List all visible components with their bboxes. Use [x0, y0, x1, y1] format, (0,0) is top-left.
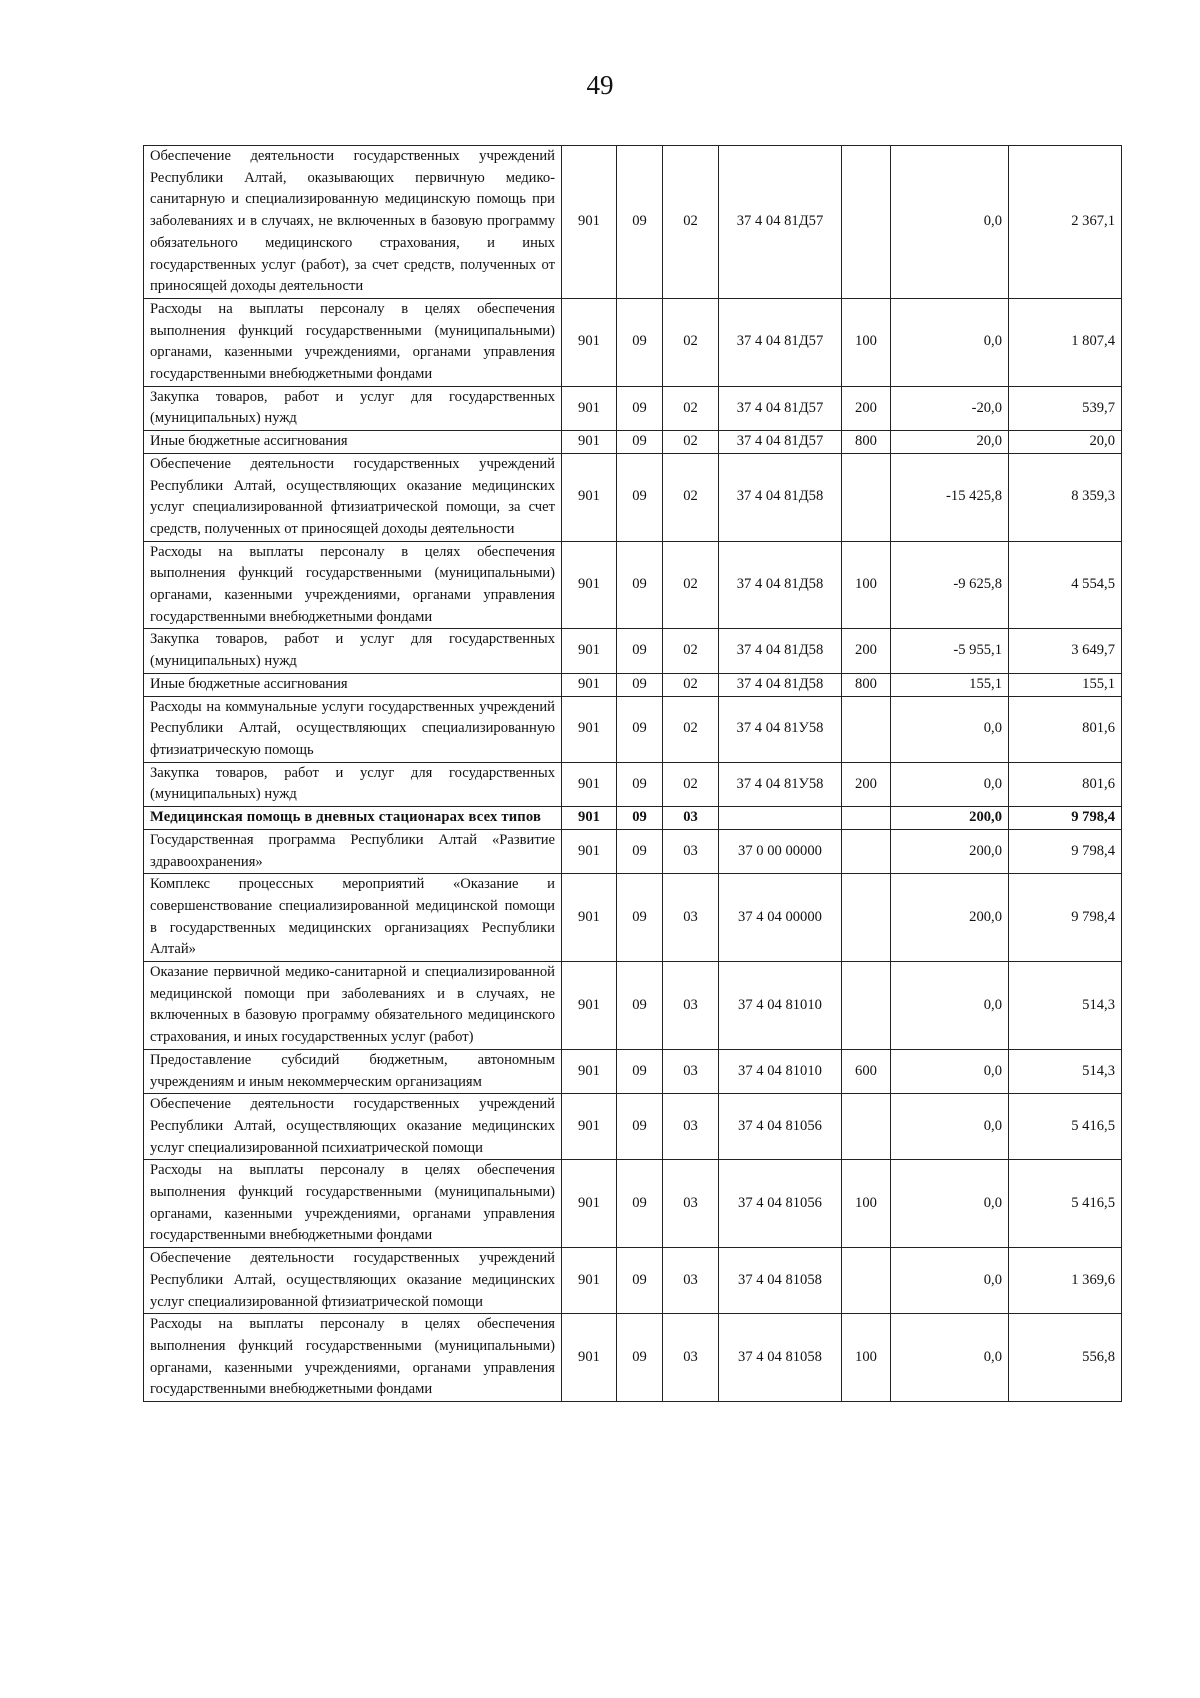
- cell-amount-change: 0,0: [891, 1094, 1009, 1160]
- cell-subsection-code: 03: [663, 829, 719, 873]
- cell-subsection-code: 03: [663, 1094, 719, 1160]
- cell-amount-total: 2 367,1: [1009, 146, 1122, 299]
- cell-target-article: 37 4 04 81У58: [719, 696, 842, 762]
- cell-target-article: 37 4 04 81010: [719, 962, 842, 1050]
- table-row: [144, 762, 1122, 806]
- cell-target-article: 37 0 00 00000: [719, 829, 842, 873]
- cell-amount-total: 5 416,5: [1009, 1160, 1122, 1248]
- page-number: 49: [586, 70, 614, 100]
- cell-amount-change: 200,0: [891, 829, 1009, 873]
- cell-amount-total: 20,0: [1009, 431, 1122, 454]
- table-row: [144, 962, 1122, 1050]
- cell-amount-total: 9 798,4: [1009, 807, 1122, 830]
- cell-expense-type: 100: [842, 1314, 891, 1402]
- cell-ministry-code: 901: [562, 1248, 617, 1314]
- table-row: [144, 807, 1122, 830]
- cell-target-article: 37 4 04 81Д58: [719, 541, 842, 629]
- table-row: [144, 386, 1122, 430]
- cell-amount-total: 4 554,5: [1009, 541, 1122, 629]
- cell-amount-total: 514,3: [1009, 962, 1122, 1050]
- cell-description: Медицинская помощь в дневных стационарах всех типов: [144, 807, 562, 830]
- cell-expense-type: [842, 146, 891, 299]
- cell-ministry-code: 901: [562, 762, 617, 806]
- cell-target-article: 37 4 04 81010: [719, 1049, 842, 1093]
- cell-expense-type: [842, 962, 891, 1050]
- cell-amount-change: -5 955,1: [891, 629, 1009, 673]
- cell-target-article: 37 4 04 81Д57: [719, 431, 842, 454]
- table-row: [144, 874, 1122, 962]
- cell-subsection-code: 02: [663, 386, 719, 430]
- cell-description: Иные бюджетные ассигнования: [144, 673, 562, 696]
- cell-target-article: 37 4 04 81Д57: [719, 298, 842, 386]
- cell-section-code: 09: [617, 1248, 663, 1314]
- cell-target-article: 37 4 04 81Д57: [719, 146, 842, 299]
- cell-subsection-code: 02: [663, 541, 719, 629]
- cell-target-article: 37 4 04 81У58: [719, 762, 842, 806]
- cell-subsection-code: 03: [663, 1248, 719, 1314]
- cell-subsection-code: 02: [663, 673, 719, 696]
- cell-ministry-code: 901: [562, 874, 617, 962]
- cell-target-article: 37 4 04 81Д57: [719, 386, 842, 430]
- cell-expense-type: [842, 696, 891, 762]
- cell-section-code: 09: [617, 1094, 663, 1160]
- cell-subsection-code: 03: [663, 807, 719, 830]
- cell-subsection-code: 02: [663, 629, 719, 673]
- cell-description: Закупка товаров, работ и услуг для государственных (муниципальных) нужд: [144, 386, 562, 430]
- cell-target-article: 37 4 04 81Д58: [719, 453, 842, 541]
- table-row: [144, 1049, 1122, 1093]
- cell-ministry-code: 901: [562, 1094, 617, 1160]
- table-row: [144, 629, 1122, 673]
- cell-amount-total: 801,6: [1009, 696, 1122, 762]
- cell-amount-total: 9 798,4: [1009, 874, 1122, 962]
- cell-ministry-code: 901: [562, 807, 617, 830]
- cell-ministry-code: 901: [562, 629, 617, 673]
- cell-expense-type: 800: [842, 673, 891, 696]
- cell-expense-type: 800: [842, 431, 891, 454]
- cell-amount-change: 0,0: [891, 696, 1009, 762]
- cell-amount-total: 539,7: [1009, 386, 1122, 430]
- cell-expense-type: 100: [842, 1160, 891, 1248]
- cell-section-code: 09: [617, 146, 663, 299]
- cell-subsection-code: 02: [663, 431, 719, 454]
- cell-amount-change: 200,0: [891, 807, 1009, 830]
- cell-description: Оказание первичной медико-санитарной и специализированной медицинской помощи при заболеваниях и в случаях, не включенных в базовую программу обязательного медицинского страхования, и иных государственных услуг (работ): [144, 962, 562, 1050]
- cell-section-code: 09: [617, 962, 663, 1050]
- cell-description: Обеспечение деятельности государственных учреждений Республики Алтай, осуществляющих оказание медицинских услуг специализированной фтизиатрической помощи: [144, 1248, 562, 1314]
- cell-ministry-code: 901: [562, 696, 617, 762]
- cell-amount-total: 3 649,7: [1009, 629, 1122, 673]
- table-row: [144, 1094, 1122, 1160]
- cell-description: Предоставление субсидий бюджетным, автономным учреждениям и иным некоммерческим организациям: [144, 1049, 562, 1093]
- cell-target-article: 37 4 04 81058: [719, 1248, 842, 1314]
- cell-amount-change: 200,0: [891, 874, 1009, 962]
- cell-ministry-code: 901: [562, 1160, 617, 1248]
- cell-amount-total: 8 359,3: [1009, 453, 1122, 541]
- cell-amount-total: 5 416,5: [1009, 1094, 1122, 1160]
- table-row: [144, 673, 1122, 696]
- cell-amount-change: 0,0: [891, 962, 1009, 1050]
- cell-description: Обеспечение деятельности государственных учреждений Республики Алтай, осуществляющих оказание медицинских услуг специализированной психиатрической помощи: [144, 1094, 562, 1160]
- cell-amount-total: 1 369,6: [1009, 1248, 1122, 1314]
- cell-description: Расходы на выплаты персоналу в целях обеспечения выполнения функций государственными (муниципальными) органами, казенными учреждениями, органами управления государственными внебюджетными фондами: [144, 1160, 562, 1248]
- cell-description: Обеспечение деятельности государственных учреждений Республики Алтай, оказывающих первичную медико-санитарную и специализированную медицинскую помощь при заболеваниях и в случаях, не включенных в базовую программу обязательного медицинского страхования, и иных государственных услуг (работ), за счет средств, полученных от приносящей доходы деятельности: [144, 146, 562, 299]
- cell-ministry-code: 901: [562, 829, 617, 873]
- cell-subsection-code: 03: [663, 874, 719, 962]
- cell-ministry-code: 901: [562, 541, 617, 629]
- table-row: [144, 1248, 1122, 1314]
- cell-ministry-code: 901: [562, 673, 617, 696]
- cell-section-code: 09: [617, 386, 663, 430]
- cell-ministry-code: 901: [562, 146, 617, 299]
- cell-section-code: 09: [617, 298, 663, 386]
- cell-description: Государственная программа Республики Алтай «Развитие здравоохранения»: [144, 829, 562, 873]
- cell-expense-type: 600: [842, 1049, 891, 1093]
- cell-expense-type: [842, 1248, 891, 1314]
- cell-expense-type: 100: [842, 298, 891, 386]
- cell-section-code: 09: [617, 1314, 663, 1402]
- cell-subsection-code: 03: [663, 1314, 719, 1402]
- cell-ministry-code: 901: [562, 453, 617, 541]
- cell-subsection-code: 02: [663, 298, 719, 386]
- cell-ministry-code: 901: [562, 386, 617, 430]
- cell-description: Расходы на коммунальные услуги государственных учреждений Республики Алтай, осуществляющих специализированную фтизиатрическую помощь: [144, 696, 562, 762]
- cell-section-code: 09: [617, 829, 663, 873]
- cell-section-code: 09: [617, 696, 663, 762]
- cell-subsection-code: 03: [663, 962, 719, 1050]
- budget-table-body: [144, 146, 1122, 1402]
- cell-amount-change: 0,0: [891, 146, 1009, 299]
- cell-section-code: 09: [617, 807, 663, 830]
- cell-amount-total: 9 798,4: [1009, 829, 1122, 873]
- cell-target-article: 37 4 04 81058: [719, 1314, 842, 1402]
- cell-ministry-code: 901: [562, 962, 617, 1050]
- cell-expense-type: [842, 1094, 891, 1160]
- cell-ministry-code: 901: [562, 1049, 617, 1093]
- table-row: [144, 829, 1122, 873]
- cell-description: Расходы на выплаты персоналу в целях обеспечения выполнения функций государственными (муниципальными) органами, казенными учреждениями, органами управления государственными внебюджетными фондами: [144, 541, 562, 629]
- cell-expense-type: 200: [842, 386, 891, 430]
- cell-section-code: 09: [617, 874, 663, 962]
- cell-amount-total: 1 807,4: [1009, 298, 1122, 386]
- budget-table: [143, 145, 1122, 1402]
- cell-amount-total: 801,6: [1009, 762, 1122, 806]
- cell-subsection-code: 02: [663, 146, 719, 299]
- cell-amount-change: 0,0: [891, 762, 1009, 806]
- cell-ministry-code: 901: [562, 431, 617, 454]
- cell-target-article: 37 4 04 81056: [719, 1094, 842, 1160]
- cell-expense-type: 100: [842, 541, 891, 629]
- cell-target-article: 37 4 04 81Д58: [719, 629, 842, 673]
- cell-section-code: 09: [617, 629, 663, 673]
- cell-description: Закупка товаров, работ и услуг для государственных (муниципальных) нужд: [144, 762, 562, 806]
- cell-target-article: 37 4 04 81Д58: [719, 673, 842, 696]
- cell-description: Расходы на выплаты персоналу в целях обеспечения выполнения функций государственными (муниципальными) органами, казенными учреждениями, органами управления государственными внебюджетными фондами: [144, 1314, 562, 1402]
- cell-subsection-code: 02: [663, 762, 719, 806]
- cell-description: Иные бюджетные ассигнования: [144, 431, 562, 454]
- cell-amount-change: 0,0: [891, 1248, 1009, 1314]
- table-row: [144, 298, 1122, 386]
- cell-expense-type: [842, 829, 891, 873]
- cell-subsection-code: 03: [663, 1160, 719, 1248]
- cell-amount-change: -9 625,8: [891, 541, 1009, 629]
- cell-target-article: 37 4 04 00000: [719, 874, 842, 962]
- table-row: [144, 146, 1122, 299]
- cell-section-code: 09: [617, 431, 663, 454]
- cell-section-code: 09: [617, 453, 663, 541]
- cell-description: Обеспечение деятельности государственных учреждений Республики Алтай, осуществляющих оказание медицинских услуг специализированной фтизиатрической помощи, за счет средств, полученных от приносящей доходы деятельности: [144, 453, 562, 541]
- table-row: [144, 431, 1122, 454]
- cell-target-article: 37 4 04 81056: [719, 1160, 842, 1248]
- cell-ministry-code: 901: [562, 298, 617, 386]
- cell-amount-total: 556,8: [1009, 1314, 1122, 1402]
- cell-amount-change: 0,0: [891, 298, 1009, 386]
- cell-section-code: 09: [617, 673, 663, 696]
- cell-amount-change: 0,0: [891, 1160, 1009, 1248]
- cell-subsection-code: 02: [663, 696, 719, 762]
- cell-expense-type: [842, 453, 891, 541]
- cell-amount-change: 155,1: [891, 673, 1009, 696]
- cell-amount-change: -15 425,8: [891, 453, 1009, 541]
- cell-section-code: 09: [617, 762, 663, 806]
- cell-amount-change: 0,0: [891, 1049, 1009, 1093]
- cell-amount-change: -20,0: [891, 386, 1009, 430]
- cell-subsection-code: 02: [663, 453, 719, 541]
- cell-subsection-code: 03: [663, 1049, 719, 1093]
- table-row: [144, 1314, 1122, 1402]
- cell-section-code: 09: [617, 541, 663, 629]
- cell-expense-type: 200: [842, 629, 891, 673]
- cell-amount-change: 0,0: [891, 1314, 1009, 1402]
- cell-amount-total: 155,1: [1009, 673, 1122, 696]
- cell-amount-change: 20,0: [891, 431, 1009, 454]
- cell-expense-type: [842, 807, 891, 830]
- cell-description: Комплекс процессных мероприятий «Оказание и совершенствование специализированной медицинской помощи в государственных медицинских организациях Республики Алтай»: [144, 874, 562, 962]
- cell-section-code: 09: [617, 1160, 663, 1248]
- cell-ministry-code: 901: [562, 1314, 617, 1402]
- cell-description: Закупка товаров, работ и услуг для государственных (муниципальных) нужд: [144, 629, 562, 673]
- cell-section-code: 09: [617, 1049, 663, 1093]
- table-row: [144, 696, 1122, 762]
- cell-amount-total: 514,3: [1009, 1049, 1122, 1093]
- table-row: [144, 541, 1122, 629]
- cell-expense-type: [842, 874, 891, 962]
- table-row: [144, 453, 1122, 541]
- cell-target-article: [719, 807, 842, 830]
- cell-description: Расходы на выплаты персоналу в целях обеспечения выполнения функций государственными (муниципальными) органами, казенными учреждениями, органами управления государственными внебюджетными фондами: [144, 298, 562, 386]
- table-row: [144, 1160, 1122, 1248]
- cell-expense-type: 200: [842, 762, 891, 806]
